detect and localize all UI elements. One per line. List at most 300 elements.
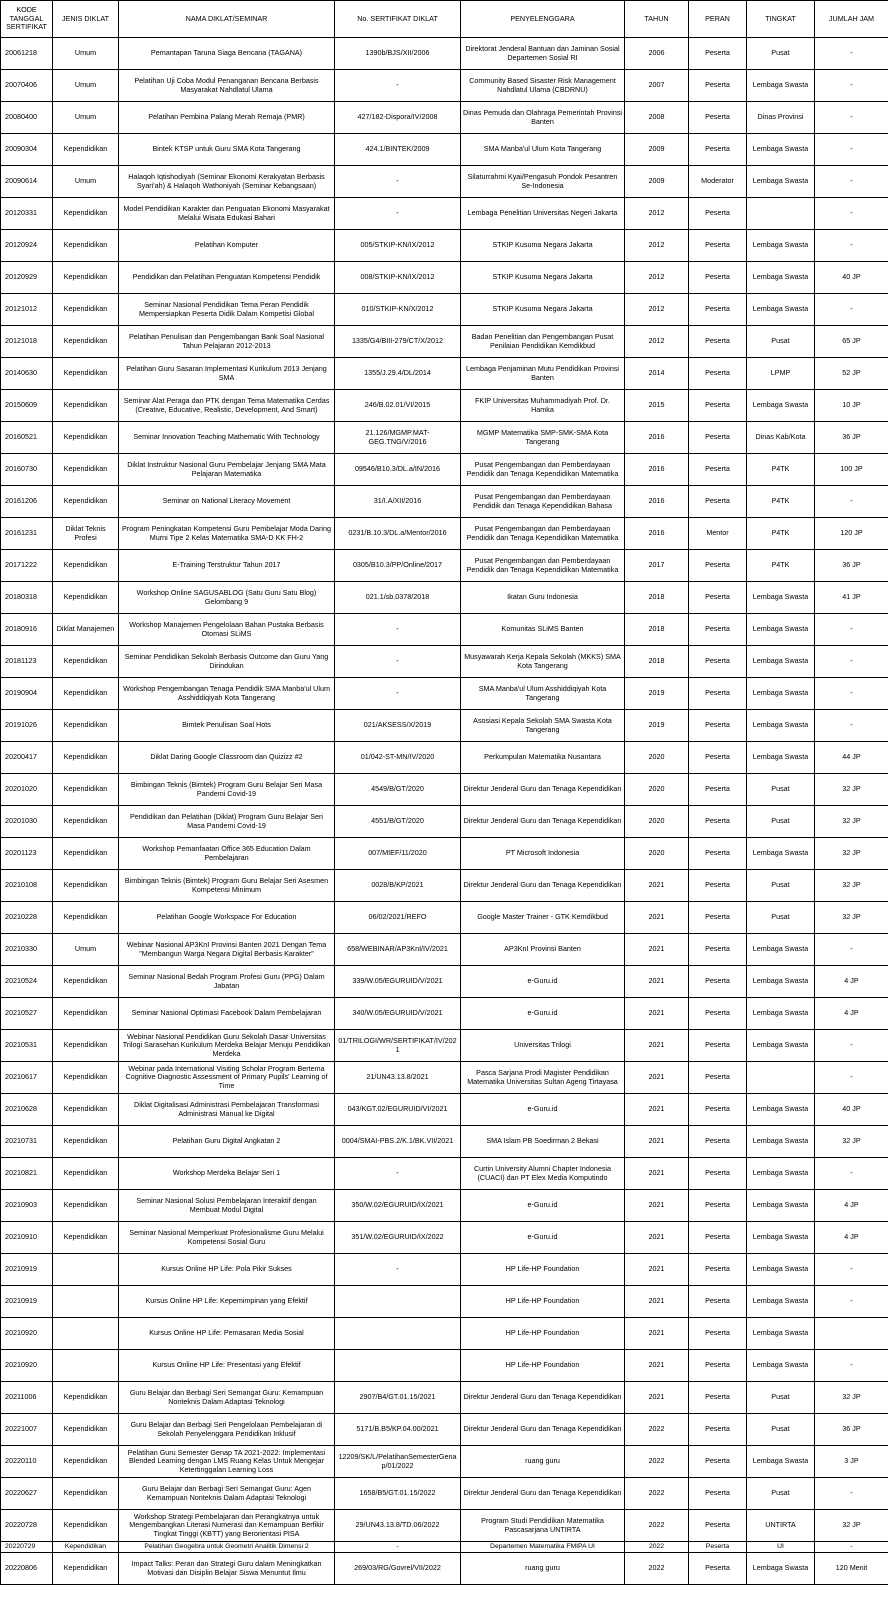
- cell-jenis: Kependidikan: [53, 1382, 119, 1414]
- cell-penyelenggara: STKIP Kusuma Negara Jakarta: [461, 230, 625, 262]
- cell-penyelenggara: Direktur Jenderal Guru dan Tenaga Kependidikan: [461, 774, 625, 806]
- cell-penyelenggara: HP Life-HP Foundation: [461, 1254, 625, 1286]
- table-row: [1, 934, 888, 966]
- header-kode: KODE TANGGAL SERTIFIKAT: [1, 1, 53, 38]
- cell-penyelenggara: SMA Manba'ul Ulum Asshiddiqiyah Kota Tangerang: [461, 678, 625, 710]
- cell-peran: Peserta: [689, 390, 747, 422]
- cell-penyelenggara: Lembaga Penelitian Universitas Negeri Jakarta: [461, 198, 625, 230]
- cell-nama: Kursus Online HP Life: Presentasi yang Efektif: [119, 1350, 335, 1382]
- cell-kode: 20201030: [1, 806, 53, 838]
- cell-nama: E-Training Terstruktur Tahun 2017: [119, 550, 335, 582]
- table-row: [1, 1478, 888, 1510]
- cell-tahun: 2009: [625, 166, 689, 198]
- cell-tahun: 2012: [625, 198, 689, 230]
- cell-nama: Pelatihan Uji Coba Modul Penanganan Bencana Berbasis Masyarakat Nahdlatul Ulama: [119, 70, 335, 102]
- header-peran: PERAN: [689, 1, 747, 38]
- cell-jam: -: [815, 1254, 888, 1286]
- cell-kode: 20210919: [1, 1286, 53, 1318]
- cell-peran: Peserta: [689, 1286, 747, 1318]
- cell-nosert: 21.126/MGMP.MAT-GEG.TNG/V/2016: [335, 422, 461, 454]
- table-row: [1, 1222, 888, 1254]
- cell-jenis: Kependidikan: [53, 774, 119, 806]
- cell-peran: Peserta: [689, 134, 747, 166]
- cell-jenis: Kependidikan: [53, 422, 119, 454]
- cell-kode: 20171222: [1, 550, 53, 582]
- cell-penyelenggara: Program Studi Pendidikan Matematika Pascasarjana UNTIRTA: [461, 1510, 625, 1542]
- cell-penyelenggara: e-Guru.id: [461, 1094, 625, 1126]
- cell-tahun: 2021: [625, 1158, 689, 1190]
- cell-nosert: [335, 1318, 461, 1350]
- cell-kode: 20221007: [1, 1414, 53, 1446]
- cell-jam: -: [815, 294, 888, 326]
- cell-tahun: 2021: [625, 1382, 689, 1414]
- cell-penyelenggara: Google Master Trainer - GTK Kemdikbud: [461, 902, 625, 934]
- cell-peran: Peserta: [689, 262, 747, 294]
- cell-nosert: -: [335, 646, 461, 678]
- cell-tahun: 2021: [625, 870, 689, 902]
- cell-kode: 20090614: [1, 166, 53, 198]
- cell-nosert: 0004/SMAI-PBS.2/K.1/BK.VII/2021: [335, 1126, 461, 1158]
- cell-nama: Program Peningkatan Kompetensi Guru Pembelajar Moda Daring Murni Tipe 2 Kelas Matematika SMA-D KK FH-2: [119, 518, 335, 550]
- cell-tingkat: Lembaga Swasta: [747, 1254, 815, 1286]
- cell-tingkat: P4TK: [747, 486, 815, 518]
- cell-tingkat: [747, 198, 815, 230]
- cell-nosert: 007/MIEF/11/2020: [335, 838, 461, 870]
- cell-jenis: Kependidikan: [53, 646, 119, 678]
- cell-nosert: -: [335, 1158, 461, 1190]
- cell-tingkat: Lembaga Swasta: [747, 1030, 815, 1062]
- cell-kode: 20120331: [1, 198, 53, 230]
- cell-peran: Mentor: [689, 518, 747, 550]
- cell-peran: Peserta: [689, 102, 747, 134]
- cell-tingkat: Lembaga Swasta: [747, 1126, 815, 1158]
- cell-jenis: Kependidikan: [53, 966, 119, 998]
- cell-nama: Model Pendidikan Karakter dan Penguatan Ekonomi Masyarakat Melalui Wisata Edukasi Bahari: [119, 198, 335, 230]
- cell-nosert: 01/TRILOGI/WR/SERTIFIKAT/IV/2021: [335, 1030, 461, 1062]
- cell-kode: 20210731: [1, 1126, 53, 1158]
- cell-jenis: Kependidikan: [53, 230, 119, 262]
- table-row: [1, 1510, 888, 1542]
- header-penyelenggara: PENYELENGGARA: [461, 1, 625, 38]
- cell-kode: 20150609: [1, 390, 53, 422]
- cell-jenis: [53, 1318, 119, 1350]
- cell-peran: Peserta: [689, 838, 747, 870]
- cell-jenis: Umum: [53, 38, 119, 70]
- cell-tahun: 2016: [625, 422, 689, 454]
- cell-peran: Peserta: [689, 454, 747, 486]
- cell-nama: Pelatihan Geogebra untuk Geometri Analitik Dimensi 2: [119, 1542, 335, 1553]
- cell-penyelenggara: Silaturrahmi Kyai/Pengasuh Pondok Pesantren Se-Indonesia: [461, 166, 625, 198]
- cell-tingkat: Lembaga Swasta: [747, 390, 815, 422]
- cell-jam: 120 Menit: [815, 1553, 888, 1585]
- cell-peran: Peserta: [689, 358, 747, 390]
- cell-jam: 32 JP: [815, 902, 888, 934]
- cell-jenis: Kependidikan: [53, 550, 119, 582]
- cell-jam: -: [815, 70, 888, 102]
- header-tahun: TAHUN: [625, 1, 689, 38]
- cell-kode: 20200417: [1, 742, 53, 774]
- cell-peran: Peserta: [689, 1542, 747, 1553]
- cell-penyelenggara: AP3KnI Provinsi Banten: [461, 934, 625, 966]
- cell-peran: Peserta: [689, 422, 747, 454]
- cell-nama: Seminar on National Literacy Movement: [119, 486, 335, 518]
- cell-nosert: 021.1/sb.0378/2018: [335, 582, 461, 614]
- cell-kode: 20220806: [1, 1553, 53, 1585]
- cell-tingkat: Lembaga Swasta: [747, 742, 815, 774]
- cell-tahun: 2018: [625, 614, 689, 646]
- cell-nosert: 424.1/BINTEK/2009: [335, 134, 461, 166]
- table-row: [1, 806, 888, 838]
- cell-jam: 4 JP: [815, 966, 888, 998]
- cell-nosert: 010/STKIP-KN/X/2012: [335, 294, 461, 326]
- cell-nosert: 0305/B10.3/PP/Online/2017: [335, 550, 461, 582]
- cell-jenis: Umum: [53, 934, 119, 966]
- cell-tahun: 2021: [625, 1222, 689, 1254]
- cell-jam: -: [815, 486, 888, 518]
- cell-tingkat: Lembaga Swasta: [747, 710, 815, 742]
- table-row: [1, 1126, 888, 1158]
- cell-kode: 20210919: [1, 1254, 53, 1286]
- cell-nama: Workshop Pemanfaatan Office 365 Education Dalam Pembelajaran: [119, 838, 335, 870]
- table-row: [1, 454, 888, 486]
- cell-nosert: 427/182-Dispora/IV/2008: [335, 102, 461, 134]
- cell-jam: 36 JP: [815, 422, 888, 454]
- cell-tahun: 2022: [625, 1446, 689, 1478]
- header-jenis: JENIS DIKLAT: [53, 1, 119, 38]
- table-row: [1, 1190, 888, 1222]
- cell-tingkat: Lembaga Swasta: [747, 582, 815, 614]
- cell-nosert: 658/WEBINAR/AP3KnI/IV/2021: [335, 934, 461, 966]
- cell-jam: 32 JP: [815, 838, 888, 870]
- cell-nosert: 1335/G4/BIII-279/CT/X/2012: [335, 326, 461, 358]
- cell-jenis: Kependidikan: [53, 870, 119, 902]
- cell-peran: Peserta: [689, 294, 747, 326]
- cell-kode: 20220627: [1, 1478, 53, 1510]
- cell-nosert: 350/W.02/EGURUID/IX/2021: [335, 1190, 461, 1222]
- cell-tingkat: Dinas Provinsi: [747, 102, 815, 134]
- cell-tingkat: Pusat: [747, 774, 815, 806]
- cell-jam: -: [815, 1286, 888, 1318]
- cell-peran: Peserta: [689, 934, 747, 966]
- cell-nama: Bimbingan Teknis (Bimtek) Program Guru Belajar Seri Asesmen Kompetensi Minimum: [119, 870, 335, 902]
- table-row: [1, 966, 888, 998]
- cell-jam: 32 JP: [815, 1382, 888, 1414]
- cell-jam: 4 JP: [815, 998, 888, 1030]
- table-row: [1, 1158, 888, 1190]
- cell-jenis: Kependidikan: [53, 1510, 119, 1542]
- cell-penyelenggara: ruang guru: [461, 1553, 625, 1585]
- cell-tahun: 2021: [625, 1062, 689, 1094]
- cell-tahun: 2021: [625, 1286, 689, 1318]
- cell-peran: Peserta: [689, 1478, 747, 1510]
- cell-peran: Peserta: [689, 582, 747, 614]
- cell-jenis: Kependidikan: [53, 582, 119, 614]
- cell-nosert: -: [335, 614, 461, 646]
- table-row: [1, 678, 888, 710]
- cell-nosert: -: [335, 70, 461, 102]
- cell-peran: Peserta: [689, 998, 747, 1030]
- cell-nama: Seminar Nasional Pendidikan Tema Peran Pendidik Mempersiapkan Peserta Didik Dalam Kompetisi Global: [119, 294, 335, 326]
- cell-jam: 52 JP: [815, 358, 888, 390]
- cell-nosert: 043/KGT.02/EGURUID/VI/2021: [335, 1094, 461, 1126]
- cell-jam: -: [815, 1158, 888, 1190]
- cell-penyelenggara: Komunitas SLiMS Banten: [461, 614, 625, 646]
- cell-kode: 20121018: [1, 326, 53, 358]
- cell-tingkat: Lembaga Swasta: [747, 1553, 815, 1585]
- cell-penyelenggara: Community Based Sisaster Risk Management Nahdlatul Ulama (CBDRNU): [461, 70, 625, 102]
- cell-kode: 20161206: [1, 486, 53, 518]
- cell-nosert: 06/02/2021/REFO: [335, 902, 461, 934]
- cell-jam: 4 JP: [815, 1222, 888, 1254]
- cell-jenis: Kependidikan: [53, 390, 119, 422]
- cell-tahun: 2021: [625, 966, 689, 998]
- cell-kode: 20120929: [1, 262, 53, 294]
- cell-peran: Peserta: [689, 1254, 747, 1286]
- table-row: [1, 422, 888, 454]
- cell-nosert: 01/042-ST-MN/IV/2020: [335, 742, 461, 774]
- cell-nosert: -: [335, 1254, 461, 1286]
- cell-tahun: 2015: [625, 390, 689, 422]
- cell-jenis: Kependidikan: [53, 294, 119, 326]
- cell-nama: Guru Belajar dan Berbagi Seri Semangat Guru: Kemampuan Nonteknis Dalam Adaptasi Teknologi: [119, 1382, 335, 1414]
- cell-tingkat: Lembaga Swasta: [747, 262, 815, 294]
- table-row: [1, 550, 888, 582]
- cell-tingkat: Pusat: [747, 902, 815, 934]
- cell-nama: Pelatihan Komputer: [119, 230, 335, 262]
- cell-kode: 20201123: [1, 838, 53, 870]
- cell-kode: 20210920: [1, 1318, 53, 1350]
- cell-tahun: 2018: [625, 646, 689, 678]
- cell-tingkat: [747, 1062, 815, 1094]
- cell-jam: -: [815, 230, 888, 262]
- table-row: [1, 742, 888, 774]
- cell-penyelenggara: Perkumpulan Matematika Nusantara: [461, 742, 625, 774]
- table-row: [1, 262, 888, 294]
- cell-penyelenggara: STKIP Kusuma Negara Jakarta: [461, 294, 625, 326]
- table-row: [1, 1094, 888, 1126]
- table-row: [1, 870, 888, 902]
- cell-peran: Peserta: [689, 774, 747, 806]
- table-row: [1, 1062, 888, 1094]
- cell-peran: Peserta: [689, 1382, 747, 1414]
- table-row: [1, 902, 888, 934]
- cell-tahun: 2016: [625, 518, 689, 550]
- cell-penyelenggara: Direktur Jenderal Guru dan Tenaga Kependidikan: [461, 1382, 625, 1414]
- cell-peran: Peserta: [689, 710, 747, 742]
- cell-kode: 20160730: [1, 454, 53, 486]
- cell-kode: 20090304: [1, 134, 53, 166]
- cell-jenis: Kependidikan: [53, 1030, 119, 1062]
- cell-nosert: 0028/B/KP/2021: [335, 870, 461, 902]
- cell-nosert: -: [335, 678, 461, 710]
- cell-tingkat: Lembaga Swasta: [747, 1350, 815, 1382]
- table-row: [1, 102, 888, 134]
- cell-tahun: 2021: [625, 934, 689, 966]
- cell-penyelenggara: e-Guru.id: [461, 998, 625, 1030]
- cell-peran: Peserta: [689, 326, 747, 358]
- cell-jenis: Kependidikan: [53, 134, 119, 166]
- cell-jam: -: [815, 646, 888, 678]
- cell-tahun: 2009: [625, 134, 689, 166]
- cell-jenis: [53, 1350, 119, 1382]
- header-nosert: No. SERTIFIKAT DIKLAT: [335, 1, 461, 38]
- cell-nosert: 269/03/RG/Govrel/VII/2022: [335, 1553, 461, 1585]
- cell-tingkat: Dinas Kab/Kota: [747, 422, 815, 454]
- cell-nama: Guru Belajar dan Berbagi Seri Semangat Guru: Agen Kemampuan Nonteknis Dalam Adaptasi Teknologi: [119, 1478, 335, 1510]
- table-row: [1, 1446, 888, 1478]
- cell-tahun: 2018: [625, 582, 689, 614]
- cell-penyelenggara: Departemen Matematika FMIPA UI: [461, 1542, 625, 1553]
- cell-kode: 20161231: [1, 518, 53, 550]
- cell-nama: Seminar Nasional Optimasi Facebook Dalam Pembelajaran: [119, 998, 335, 1030]
- cell-nosert: 351/W.02/EGURUID/IX/2022: [335, 1222, 461, 1254]
- table-row: [1, 1553, 888, 1585]
- cell-nosert: 2907/B4/GT.01.15/2021: [335, 1382, 461, 1414]
- cell-penyelenggara: Pusat Pengembangan dan Pemberdayaan Pendidik dan Tenaga Kependidikan Matematika: [461, 550, 625, 582]
- cell-jam: 40 JP: [815, 1094, 888, 1126]
- cell-nama: Guru Belajar dan Berbagi Seri Pengelolaan Pembelajaran di Sekolah Penyelenggara Pendidikan Inklusif: [119, 1414, 335, 1446]
- table-row: [1, 1382, 888, 1414]
- cell-tahun: 2020: [625, 838, 689, 870]
- cell-jenis: Diklat Manajemen: [53, 614, 119, 646]
- cell-kode: 20210617: [1, 1062, 53, 1094]
- cell-nama: Pendidikan dan Pelatihan Penguatan Kompetensi Pendidik: [119, 262, 335, 294]
- cell-peran: Peserta: [689, 1414, 747, 1446]
- cell-tahun: 2007: [625, 70, 689, 102]
- cell-penyelenggara: ruang guru: [461, 1446, 625, 1478]
- cell-jenis: Kependidikan: [53, 742, 119, 774]
- cell-tingkat: Lembaga Swasta: [747, 1158, 815, 1190]
- cell-penyelenggara: Pusat Pengembangan dan Pemberdayaan Pendidik dan Tenaga Kependidikan Bahasa: [461, 486, 625, 518]
- cell-tahun: 2016: [625, 486, 689, 518]
- cell-jenis: Kependidikan: [53, 1446, 119, 1478]
- cell-kode: 20210531: [1, 1030, 53, 1062]
- cell-penyelenggara: Universitas Trilogi: [461, 1030, 625, 1062]
- cell-kode: 20140630: [1, 358, 53, 390]
- cell-peran: Peserta: [689, 38, 747, 70]
- cell-kode: 20220729: [1, 1542, 53, 1553]
- cell-jenis: Kependidikan: [53, 1190, 119, 1222]
- cell-kode: 20061218: [1, 38, 53, 70]
- cell-nama: Seminar Alat Peraga dan PTK dengan Tema Matematika Cerdas (Creative, Educative, Realistic, Development, And Smart): [119, 390, 335, 422]
- cell-peran: Peserta: [689, 1158, 747, 1190]
- table-row: [1, 1030, 888, 1062]
- cell-kode: 20191026: [1, 710, 53, 742]
- cell-tingkat: Lembaga Swasta: [747, 678, 815, 710]
- cell-tahun: 2021: [625, 1350, 689, 1382]
- cell-nosert: 021/AKSESS/X/2019: [335, 710, 461, 742]
- cell-peran: Peserta: [689, 646, 747, 678]
- cell-tahun: 2012: [625, 262, 689, 294]
- cell-nosert: -: [335, 1542, 461, 1553]
- cell-peran: Peserta: [689, 806, 747, 838]
- cell-tingkat: Lembaga Swasta: [747, 614, 815, 646]
- cell-kode: 20210330: [1, 934, 53, 966]
- cell-kode: 20160521: [1, 422, 53, 454]
- cell-penyelenggara: Lembaga Penjaminan Mutu Pendidikan Provinsi Banten: [461, 358, 625, 390]
- cell-jenis: Kependidikan: [53, 454, 119, 486]
- cell-penyelenggara: Pusat Pengembangan dan Pemberdayaan Pendidik dan Tenaga Kependidikan Matematika: [461, 518, 625, 550]
- cell-peran: Peserta: [689, 678, 747, 710]
- cell-nama: Pemantapan Taruna Siaga Bencana (TAGANA): [119, 38, 335, 70]
- cell-penyelenggara: e-Guru.id: [461, 1222, 625, 1254]
- table-row: [1, 230, 888, 262]
- cell-jenis: Kependidikan: [53, 806, 119, 838]
- table-row: [1, 1286, 888, 1318]
- cell-nama: Bimtek Penulisan Soal Hots: [119, 710, 335, 742]
- table-row: [1, 358, 888, 390]
- cell-jenis: Kependidikan: [53, 1158, 119, 1190]
- cell-peran: Peserta: [689, 1510, 747, 1542]
- cell-nosert: [335, 1286, 461, 1318]
- cell-jam: -: [815, 710, 888, 742]
- cell-jenis: Kependidikan: [53, 998, 119, 1030]
- cell-penyelenggara: Ikatan Guru Indonesia: [461, 582, 625, 614]
- cell-nama: Pelatihan Guru Sasaran Implementasi Kurikulum 2013 Jenjang SMA: [119, 358, 335, 390]
- cell-penyelenggara: SMA Manba'ul Ulum Kota Tangerang: [461, 134, 625, 166]
- cell-jenis: Kependidikan: [53, 678, 119, 710]
- cell-jam: 41 JP: [815, 582, 888, 614]
- cell-tahun: 2021: [625, 1126, 689, 1158]
- cell-jam: 3 JP: [815, 1446, 888, 1478]
- cell-tingkat: Lembaga Swasta: [747, 134, 815, 166]
- cell-jenis: [53, 1254, 119, 1286]
- table-row: [1, 1318, 888, 1350]
- cell-tahun: 2021: [625, 902, 689, 934]
- table-row: [1, 1254, 888, 1286]
- cell-peran: Peserta: [689, 1553, 747, 1585]
- cell-kode: 20210527: [1, 998, 53, 1030]
- cell-nosert: 1355/J.29.4/DL/2014: [335, 358, 461, 390]
- cell-nama: Workshop Manajemen Pengelolaan Bahan Pustaka Berbasis Otomasi SLiMS: [119, 614, 335, 646]
- cell-jam: -: [815, 198, 888, 230]
- cell-jam: -: [815, 1062, 888, 1094]
- cell-peran: Peserta: [689, 1222, 747, 1254]
- cell-penyelenggara: STKIP Kusuma Negara Jakarta: [461, 262, 625, 294]
- cell-tahun: 2020: [625, 742, 689, 774]
- cell-jenis: Kependidikan: [53, 326, 119, 358]
- cell-jam: -: [815, 102, 888, 134]
- cell-peran: Peserta: [689, 614, 747, 646]
- cell-jam: -: [815, 934, 888, 966]
- cell-tingkat: P4TK: [747, 518, 815, 550]
- cell-nama: Seminar Nasional Memperkuat Profesionalisme Guru Melalui Kompetensi Sosial Guru: [119, 1222, 335, 1254]
- cell-peran: Peserta: [689, 70, 747, 102]
- cell-nosert: 339/W.05/EGURUID/V/2021: [335, 966, 461, 998]
- cell-nama: Workshop Merdeka Belajar Seri 1: [119, 1158, 335, 1190]
- cell-jenis: Kependidikan: [53, 710, 119, 742]
- cell-nama: Workshop Strategi Pembelajaran dan Perangkatnya untuk Mengembangkan Literasi Numerasi dan Kemampuan Berfikir Tingkat Tinggi (KBTT) yang Berorientasi PISA: [119, 1510, 335, 1542]
- cell-nosert: 246/B.02.01/VI/2015: [335, 390, 461, 422]
- cell-kode: 20210228: [1, 902, 53, 934]
- cell-nama: Seminar Nasional Solusi Pembelajaran Interaktif dengan Membuat Modul Digital: [119, 1190, 335, 1222]
- cell-tingkat: Lembaga Swasta: [747, 1318, 815, 1350]
- cell-nosert: 5171/B.B5/KP.04.00/2021: [335, 1414, 461, 1446]
- cell-jam: 40 JP: [815, 262, 888, 294]
- cell-nama: Webinar Nasional AP3KnI Provinsi Banten 2021 Dengan Tema "Membangun Warga Negara Digital Berbasis Karakter": [119, 934, 335, 966]
- cell-tahun: 2021: [625, 1190, 689, 1222]
- cell-nama: Pelatihan Pembina Palang Merah Remaja (PMR): [119, 102, 335, 134]
- cell-peran: Peserta: [689, 1446, 747, 1478]
- cell-jam: 32 JP: [815, 806, 888, 838]
- cell-tahun: 2020: [625, 806, 689, 838]
- cell-jenis: Kependidikan: [53, 262, 119, 294]
- cell-peran: Peserta: [689, 1062, 747, 1094]
- cell-peran: Peserta: [689, 486, 747, 518]
- cell-nosert: 4551/B/GT/2020: [335, 806, 461, 838]
- cell-kode: 20210920: [1, 1350, 53, 1382]
- cell-kode: 20070406: [1, 70, 53, 102]
